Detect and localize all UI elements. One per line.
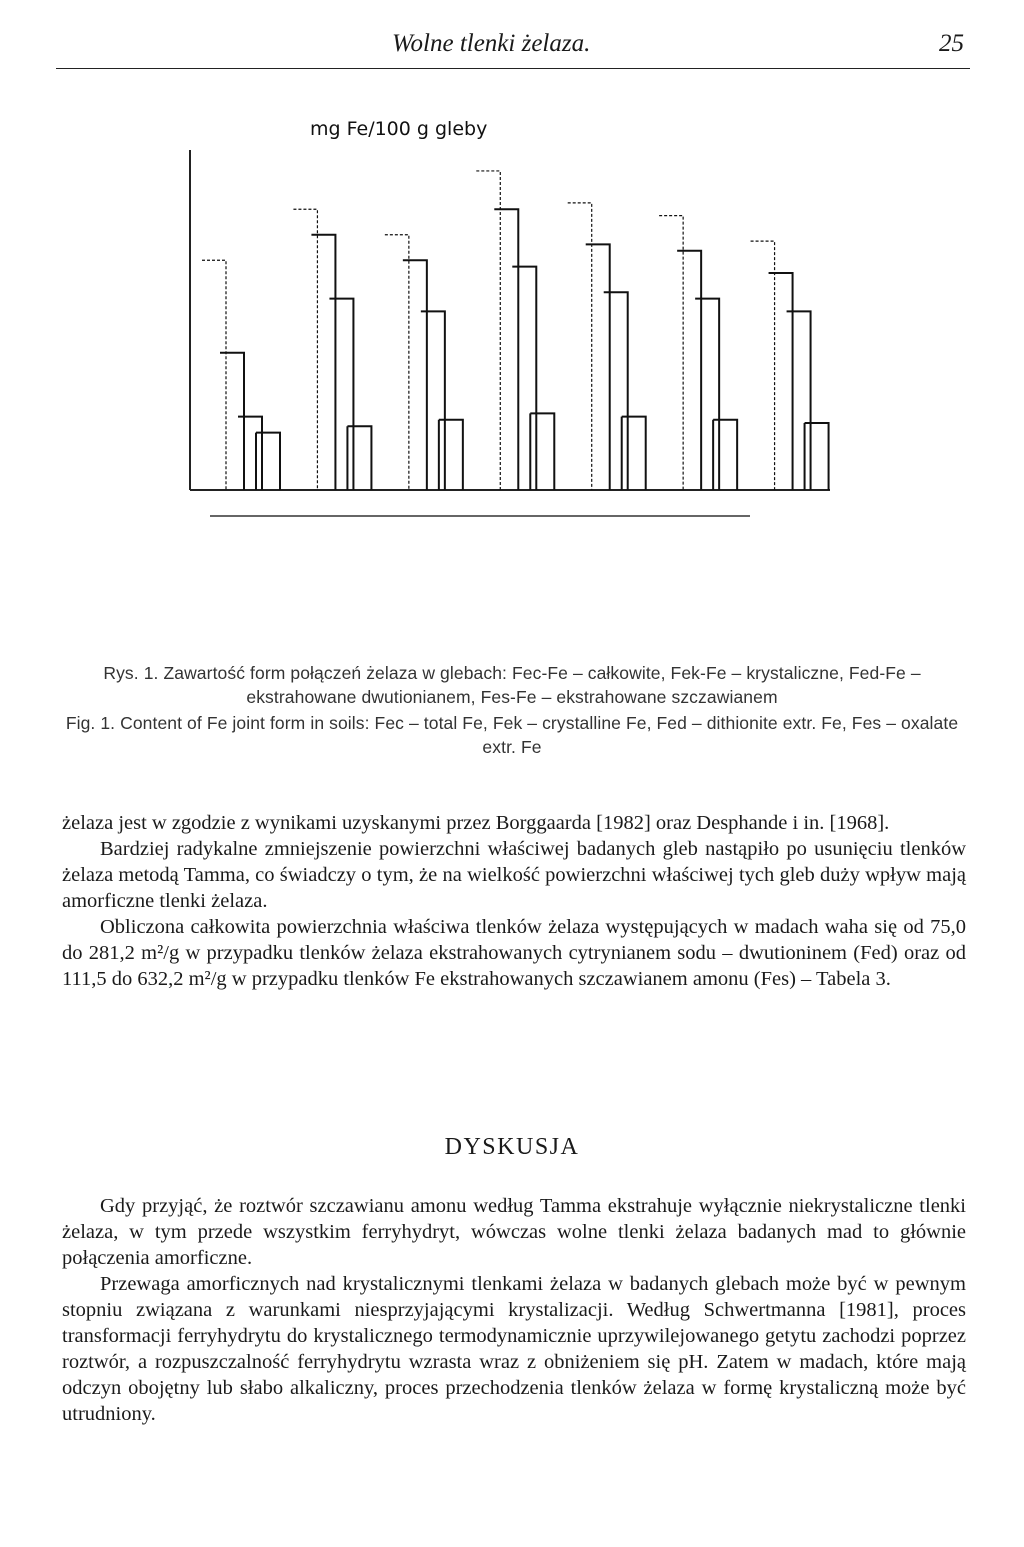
page-number: 25	[939, 30, 964, 57]
bar-3-series-1	[385, 235, 409, 490]
bar-5-series-4	[622, 417, 646, 490]
paragraph-surface-reduction: Bardziej radykalne zmniejszenie powierzchni właściwej badanych gleb nastąpiło po usunięciu tlenków żelaza metodą Tamma, co świadczy o tym, że na wielkość powierzchni właściwej tych gleb duży wpływ mają amorficzne tlenki żelaza.	[62, 838, 966, 912]
figure-caption-english: Fig. 1. Content of Fe joint form in soils: Fec – total Fe, Fek – crystalline Fe, Fed – dithionite extr. Fe, Fes – oxalate extr. Fe	[65, 713, 959, 757]
bar-5-series-1	[568, 203, 592, 490]
bar-3-series-3	[421, 311, 445, 490]
bar-4-series-1	[476, 171, 500, 490]
bar-2-series-1	[293, 209, 317, 490]
bar-4-series-3	[512, 267, 536, 490]
discussion-text-block	[62, 1193, 966, 1427]
bar-4-series-4	[530, 413, 554, 490]
bar-7-series-2	[769, 273, 793, 490]
bar-5-series-3	[604, 292, 628, 490]
bar-7-series-1	[751, 241, 775, 490]
bar-1-series-3	[238, 417, 262, 490]
bar-6-series-3	[695, 299, 719, 490]
paragraph-surface-total: Obliczona całkowita powierzchnia właściwa tlenków żelaza występujących w madach waha się od 75,0 do 281,2 m²/g w przypadku tlenków żelaza ekstrahowanych cytrynianem sodu – dwutioninem (Fed) oraz od 111,5 do 632,2 m²/g w przypadku tlenków Fe ekstrahowanych szczawianem amonu (Fes) – Tabela 3.	[62, 916, 966, 990]
y-axis-label: mg Fe/100 g gleby	[310, 118, 488, 140]
bar-5-series-2	[586, 244, 610, 490]
running-header	[56, 28, 970, 68]
bar-6-series-4	[713, 420, 737, 490]
bar-6-series-2	[677, 251, 701, 490]
bar-2-series-3	[329, 299, 353, 490]
bar-2-series-2	[311, 235, 335, 490]
running-title: Wolne tlenki żelaza.	[392, 30, 591, 57]
figure-bar-chart	[170, 110, 870, 610]
header-rule	[56, 68, 970, 69]
bar-3-series-4	[439, 420, 463, 490]
bar-7-series-3	[787, 311, 811, 490]
figure-caption-polish: Rys. 1. Zawartość form połączeń żelaza w glebach: Fec-Fe – całkowite, Fek-Fe – krystaliczne, Fed-Fe – ekstrahowane dwutionianem, Fes-Fe – ekstrahowane szczawianem	[103, 663, 921, 707]
bar-2-series-4	[347, 426, 371, 490]
bar-1-series-4	[256, 433, 280, 490]
bar-1-series-1	[202, 260, 226, 490]
body-text-block	[62, 810, 966, 992]
bar-chart-svg	[170, 110, 870, 610]
paragraph-discussion-2: Przewaga amorficznych nad krystalicznymi tlenkami żelaza w badanych glebach może być w pewnym stopniu związana z warunkami niesprzyjającymi krystalizacji. Według Schwertmanna [1981], proces transformacji ferryhydrytu do krystalicznego termodynamicznie uprzywilejowanego getytu zachodzi poprzez roztwór, a rozpuszczalność ferryhydrytu wzrasta wraz z obniżeniem się pH. Zatem w madach, które mają odczyn obojętny lub słabo alkaliczny, proces przechodzenia tlenków żelaza w formę krystaliczną może być utrudniony.	[62, 1273, 966, 1425]
bar-4-series-2	[494, 209, 518, 490]
bar-7-series-4	[805, 423, 829, 490]
section-heading: DYSKUSJA	[444, 1134, 580, 1160]
paragraph-discussion-1: Gdy przyjąć, że roztwór szczawianu amonu według Tamma ekstrahuje wyłącznie niekrystaliczne tlenki żelaza, w tym przede wszystkim ferryhydryt, wówczas wolne tlenki żelaza badanych mad to głównie połączenia amorficzne.	[62, 1195, 966, 1269]
bar-6-series-1	[659, 216, 683, 490]
paragraph-continued: żelaza jest w zgodzie z wynikami uzyskanymi przez Borggaarda [1982] oraz Desphande i in. [1968].	[62, 812, 890, 834]
bar-1-series-2	[220, 353, 244, 490]
bar-3-series-2	[403, 260, 427, 490]
